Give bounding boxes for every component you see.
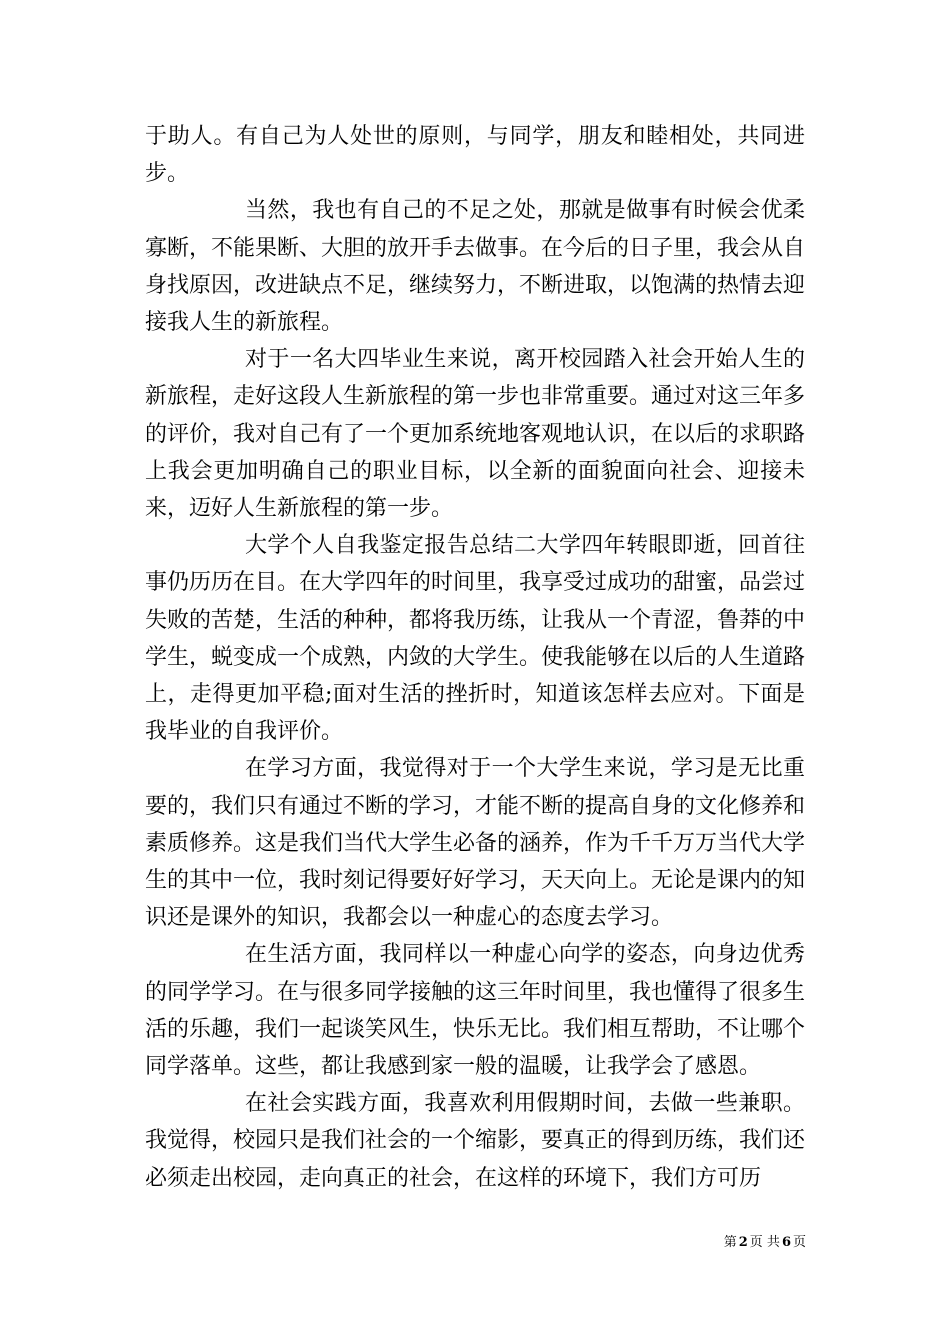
paragraph-7: 在社会实践方面，我喜欢利用假期时间，去做一些兼职。我觉得，校园只是我们社会的一个缩影，要真正的得到历练，我们还必须走出校园，走向真正的社会，在这样的环境下，我们方可历 [145, 1091, 806, 1191]
paragraph-4: 大学个人自我鉴定报告总结二大学四年转眼即逝，回首往事仍历历在目。在大学四年的时间里，我享受过成功的甜蜜，品尝过失败的苦楚，生活的种种，都将我历练，让我从一个青涩，鲁莽的中学生，蜕变成一个成熟，内敛的大学生。使我能够在以后的人生道路上，走得更加平稳;面对生活的挫折时，知道该怎样去应对。下面是我毕业的自我评价。 [145, 533, 806, 745]
paragraph-5: 在学习方面，我觉得对于一个大学生来说，学习是无比重要的，我们只有通过不断的学习，才能不断的提高自身的文化修养和素质修养。这是我们当代大学生必备的涵养，作为千千万万当代大学生的其中一位，我时刻记得要好好学习，天天向上。无论是课内的知识还是课外的知识，我都会以一种虚心的态度去学习。 [145, 756, 806, 931]
paragraph-6: 在生活方面，我同样以一种虚心向学的姿态，向身边优秀的同学学习。在与很多同学接触的这三年时间里，我也懂得了很多生活的乐趣，我们一起谈笑风生，快乐无比。我们相互帮助，不让哪个同学落单。这些，都让我感到家一般的温暖，让我学会了感恩。 [145, 942, 806, 1080]
page-footer [724, 1231, 806, 1250]
footer-suffix: 页 [792, 1235, 806, 1250]
current-page-number: 2 [738, 1235, 748, 1250]
footer-middle: 页 共 [749, 1235, 780, 1250]
document-body [145, 118, 805, 1197]
paragraph-3: 对于一名大四毕业生来说，离开校园踏入社会开始人生的新旅程，走好这段人生新旅程的第一步也非常重要。通过对这三年多的评价，我对自己有了一个更加系统地客观地认识，在以后的求职路上我会更加明确自己的职业目标，以全新的面貌面向社会、迎接未来，迈好人生新旅程的第一步。 [145, 347, 806, 522]
footer-prefix: 第 [723, 1235, 737, 1250]
paragraph-2: 当然，我也有自己的不足之处，那就是做事有时候会优柔寡断，不能果断、大胆的放开手去做事。在今后的日子里，我会从自身找原因，改进缺点不足，继续努力，不断进取，以饱满的热情去迎接我人生的新旅程。 [145, 198, 806, 336]
paragraph-1: 于助人。有自己为人处世的原则，与同学，朋友和睦相处，共同进步。 [145, 124, 805, 187]
total-pages-number: 6 [781, 1235, 791, 1250]
